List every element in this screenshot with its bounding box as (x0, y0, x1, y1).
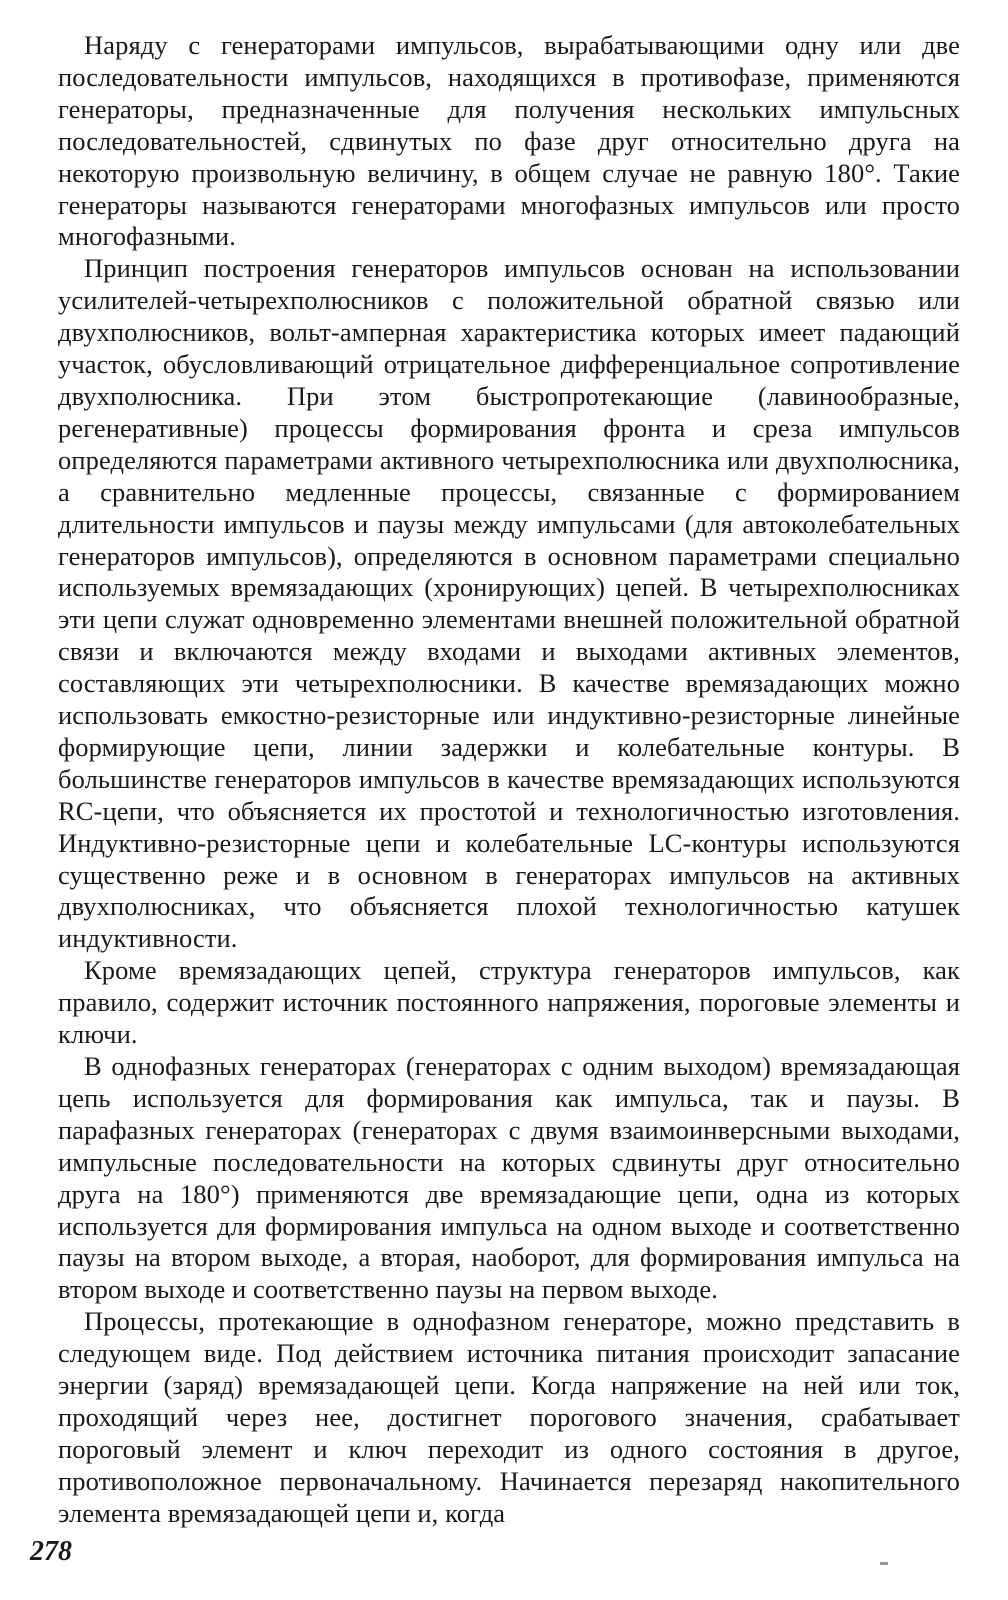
paragraph-5: Процессы, протекающие в однофазном генераторе, можно представить в следующем виде. Под действием источника питания происходит запасание энергии (заряд) времязадающей цепи. Когда напряжение на ней или ток, проходящий через нее, достигнет порогового значения, срабатывает пороговый элемент и ключ переходит из одного состояния в другое, противоположное первоначальному. Начинается перезаряд накопительного элемента времязадающей цепи и, когда (58, 1306, 960, 1528)
page-number: 278 (30, 1536, 72, 1567)
scan-speck (880, 1562, 888, 1565)
paragraph-2: Принцип построения генераторов импульсов основан на использовании усилителей-четырехполюсников с положительной обратной связью или двухполюсников, вольт-амперная характеристика которых имеет падающий участок, обусловливающий отрицательное дифференциальное сопротивление двухполюсника. При этом быстропротекающие (лавинообразные, регенеративные) процессы формирования фронта и среза импульсов определяются параметрами активного четырехполюсника или двухполюсника, а сравнительно медленные процессы, связанные с формированием длительности импульсов и паузы между импульсами (для автоколебательных генераторов импульсов), определяются в основном параметрами специально используемых времязадающих (хронирующих) цепей. В четырехполюсниках эти цепи служат одновременно элементами внешней положительной обратной связи и включаются между входами и выходами активных элементов, составляющих эти четырехполюсники. В качестве времязадающих можно использовать емкостно-резисторные или индуктивно-резисторные линейные формирующие цепи, линии задержки и колебательные контуры. В большинстве генераторов импульсов в качестве времязадающих используются RC-цепи, что объясняется их простотой и технологичностью изготовления. Индуктивно-резисторные цепи и колебательные LC-контуры используются существенно реже и в основном в генераторах импульсов на активных двухполюсниках, что объясняется плохой технологичностью катушек индуктивности. (58, 253, 960, 954)
paragraph-1: Наряду с генераторами импульсов, вырабатывающими одну или две последовательности импульсов, находящихся в противофазе, применяются генераторы, предназначенные для получения нескольких импульсных последовательностей, сдвинутых по фазе друг относительно друга на некоторую произвольную величину, в общем случае не равную 180°. Такие генераторы называются генераторами многофазных импульсов или просто многофазными. (58, 30, 960, 252)
paragraph-3: Кроме времязадающих цепей, структура генераторов импульсов, как правило, содержит источник постоянного напряжения, пороговые элементы и ключи. (58, 955, 960, 1050)
paragraph-4: В однофазных генераторах (генераторах с одним выходом) времязадающая цепь используется для формирования как импульса, так и паузы. В парафазных генераторах (генераторах с двумя взаимоинверсными выходами, импульсные последовательности на которых сдвинуты друг относительно друга на 180°) применяются две времязадающие цепи, одна из которых используется для формирования импульса на одном выходе и соответственно паузы на втором выходе, а вторая, наоборот, для формирования импульса на втором выходе и соответственно паузы на первом выходе. (58, 1051, 960, 1305)
